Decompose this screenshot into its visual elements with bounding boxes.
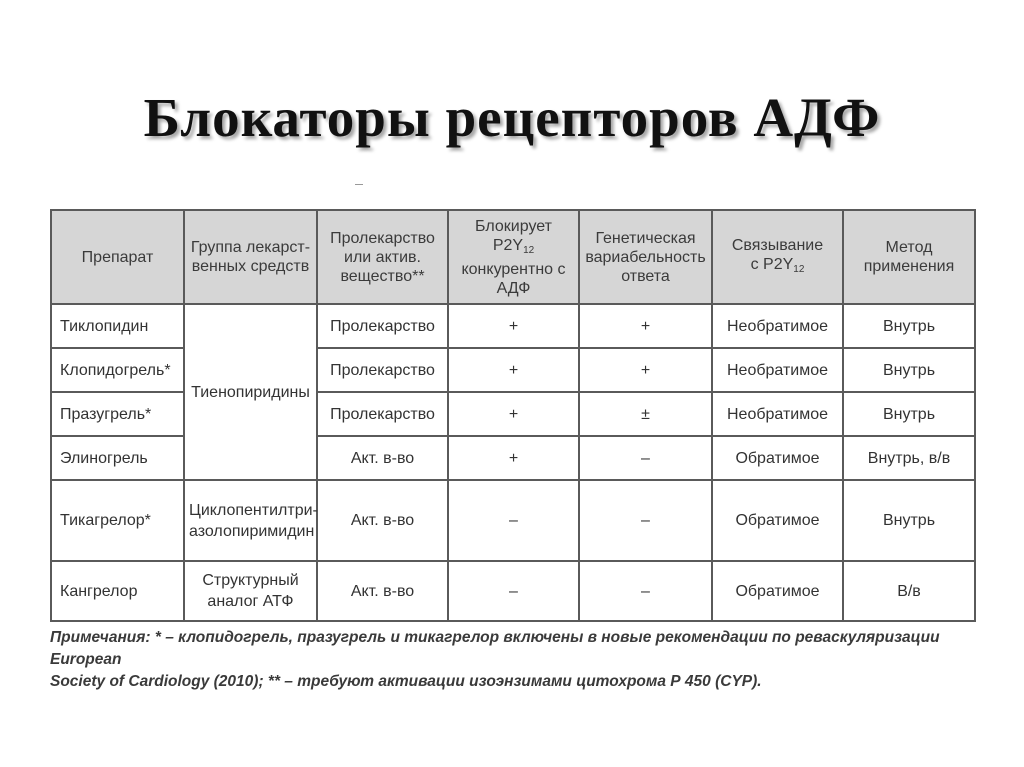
cell-genetic: ± xyxy=(579,392,712,436)
cell-method: В/в xyxy=(843,561,975,621)
adp-blockers-table xyxy=(50,209,976,622)
cell-drug: Элиногрель xyxy=(51,436,184,480)
cell-binding: Обратимое xyxy=(712,561,843,621)
cell-blocks: + xyxy=(448,304,579,348)
cell-drug: Тикагрелор* xyxy=(51,480,184,561)
cell-drug: Кангрелор xyxy=(51,561,184,621)
cell-genetic: + xyxy=(579,304,712,348)
cell-drug: Клопидогрель* xyxy=(51,348,184,392)
notes-line-2: Society of Cardiology (2010); ** – требуют активации изоэнзимами цитохрома Р 450 (CYP). xyxy=(50,673,762,690)
slide-title: Блокаторы рецепторов АДФ xyxy=(143,87,881,148)
cell-genetic: + xyxy=(579,348,712,392)
header-binding: Связывание с $P2Y_{12}$ xyxy=(712,210,843,304)
cell-binding: Необратимое xyxy=(712,304,843,348)
table-row xyxy=(51,480,975,561)
cell-binding: Обратимое xyxy=(712,480,843,561)
cell-blocks: + xyxy=(448,348,579,392)
header-blocks-p2y12: Блокирует $P2Y_{12}$ конкурентно с АДФ xyxy=(448,210,579,304)
cell-blocks: – xyxy=(448,561,579,621)
cell-binding: Необратимое xyxy=(712,348,843,392)
cell-binding: Необратимое xyxy=(712,392,843,436)
cell-group-atp-analog: Структурный аналог АТФ xyxy=(184,561,317,621)
cell-prodrug: Пролекарство xyxy=(317,304,448,348)
header-genetic-variability: Генетическая вариабельность ответа xyxy=(579,210,712,304)
cell-drug: Тиклопидин xyxy=(51,304,184,348)
notes-line-1: Примечания: * – клопидогрель, празугрель и тикагрелор включены в новые рекомендации по реваскуляризации European xyxy=(50,629,940,668)
cell-prodrug: Пролекарство xyxy=(317,392,448,436)
table-row xyxy=(51,561,975,621)
cell-prodrug: Акт. в-во xyxy=(317,480,448,561)
cell-genetic: – xyxy=(579,480,712,561)
table-header-row xyxy=(51,210,975,304)
cell-blocks: + xyxy=(448,436,579,480)
cell-method: Внутрь, в/в xyxy=(843,436,975,480)
cell-genetic: – xyxy=(579,561,712,621)
table-notes xyxy=(50,627,980,693)
cell-group-cyclopentyl: Циклопентилтри- азолопиримидин xyxy=(184,480,317,561)
cell-prodrug: Акт. в-во xyxy=(317,436,448,480)
header-drug: Препарат xyxy=(51,210,184,304)
cell-blocks: + xyxy=(448,392,579,436)
header-method: Метод применения xyxy=(843,210,975,304)
cell-method: Внутрь xyxy=(843,348,975,392)
cell-drug: Празугрель* xyxy=(51,392,184,436)
table-row xyxy=(51,304,975,348)
cell-method: Внутрь xyxy=(843,392,975,436)
cell-blocks: – xyxy=(448,480,579,561)
header-group: Группа лекарст-венных средств xyxy=(184,210,317,304)
cell-method: Внутрь xyxy=(843,304,975,348)
cell-binding: Обратимое xyxy=(712,436,843,480)
cell-group-thienopyridines: Тиенопиридины xyxy=(184,304,317,480)
cell-prodrug: Акт. в-во xyxy=(317,561,448,621)
cell-method: Внутрь xyxy=(843,480,975,561)
decorative-dash xyxy=(355,184,363,185)
header-prodrug: Пролекарство или актив. вещество** xyxy=(317,210,448,304)
cell-genetic: – xyxy=(579,436,712,480)
cell-prodrug: Пролекарство xyxy=(317,348,448,392)
